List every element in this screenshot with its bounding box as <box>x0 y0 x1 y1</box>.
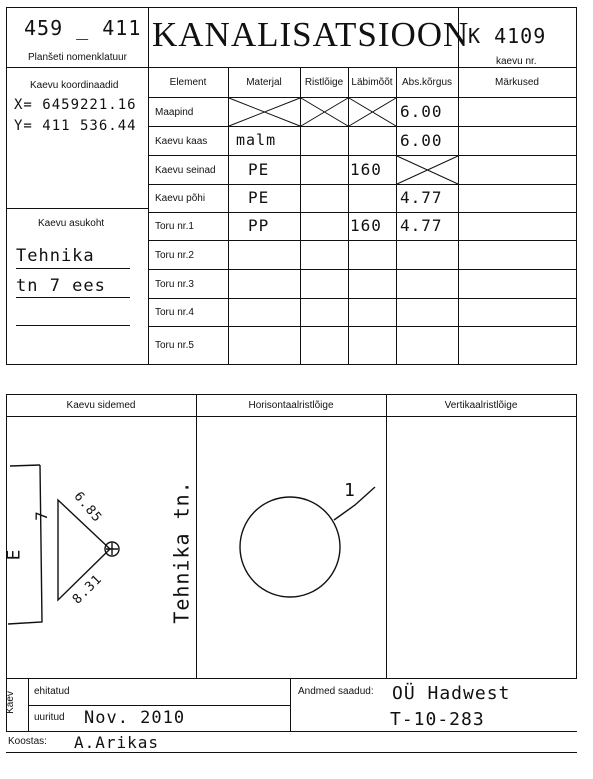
row-label: Kaevu põhi <box>155 193 206 204</box>
header-material: Materjal <box>246 76 282 88</box>
sketch-distance-2: 8.31 <box>69 571 106 608</box>
footer-surveyed-label: uuritud <box>34 712 65 723</box>
header-element: Element <box>169 76 207 88</box>
cell-height: 4.77 <box>400 216 443 235</box>
row-label: Toru nr.3 <box>155 278 194 290</box>
footer-surveyed-value: Nov. 2010 <box>84 708 186 728</box>
coord-x: X= 6459221.16 <box>14 97 137 113</box>
location-line1: Tehnika <box>16 246 95 266</box>
header-abs-height: Abs.kõrgus <box>401 76 453 88</box>
pipe-number: 1 <box>344 480 356 501</box>
footer-author-label: Koostas: <box>8 736 47 747</box>
footer-kaev: Kaev <box>4 691 16 714</box>
row-label: Kaevu seinad <box>155 164 216 176</box>
sketch-label-e: E <box>3 548 25 561</box>
row-label: Toru nr.2 <box>155 249 194 261</box>
coord-y: Y= 411 536.44 <box>14 118 137 134</box>
cell-height: 6.00 <box>400 131 443 150</box>
footer-built-label: ehitatud <box>34 686 70 697</box>
row-label: Toru nr.4 <box>155 307 194 318</box>
cell-material: malm <box>236 131 277 149</box>
header-cross-section: Ristlõige <box>304 76 344 88</box>
cell-height: 6.00 <box>400 102 443 121</box>
location-label: Kaevu asukoht <box>38 218 105 229</box>
footer-source-value2: T-10-283 <box>390 709 485 730</box>
cell-material: PP <box>248 216 270 235</box>
header-diameter: Läbimõõt <box>351 76 393 88</box>
section-vertical: Vertikaalristlõige <box>444 400 518 411</box>
cell-material: PE <box>248 160 270 179</box>
footer-source-value1: OÜ Hadwest <box>392 683 511 704</box>
row-label: Toru nr.1 <box>155 221 194 232</box>
section-well-ties: Kaevu sidemed <box>66 400 136 411</box>
location-line2: tn 7 ees <box>16 276 106 296</box>
sketch-distance-1: 6.85 <box>70 489 105 526</box>
section-horizontal: Horisontaalristlõige <box>248 400 334 411</box>
row-label: Toru nr.5 <box>155 340 194 351</box>
sketch-street: Tehnika tn. <box>169 480 194 624</box>
cell-height: 4.77 <box>400 188 443 207</box>
cell-diameter: 160 <box>350 216 382 235</box>
sheet-code: 459 _ 411 <box>24 16 142 40</box>
cell-diameter: 160 <box>350 160 382 179</box>
well-number-label: kaevu nr. <box>496 56 537 67</box>
header-notes: Märkused <box>495 76 539 88</box>
sketch-number: 7 <box>31 510 51 521</box>
footer-source-label: Andmed saadud: <box>298 686 374 697</box>
row-label: Kaevu kaas <box>155 135 208 147</box>
cell-material: PE <box>248 188 270 207</box>
page-title: KANALISATSIOON <box>152 15 470 54</box>
footer-author-value: A.Arikas <box>74 733 160 752</box>
sheet-label: Planšeti nomenklatuur <box>28 52 127 63</box>
well-number: K 4109 <box>468 24 547 48</box>
row-label: Maapind <box>155 106 194 118</box>
coords-label: Kaevu koordinaadid <box>30 80 119 91</box>
